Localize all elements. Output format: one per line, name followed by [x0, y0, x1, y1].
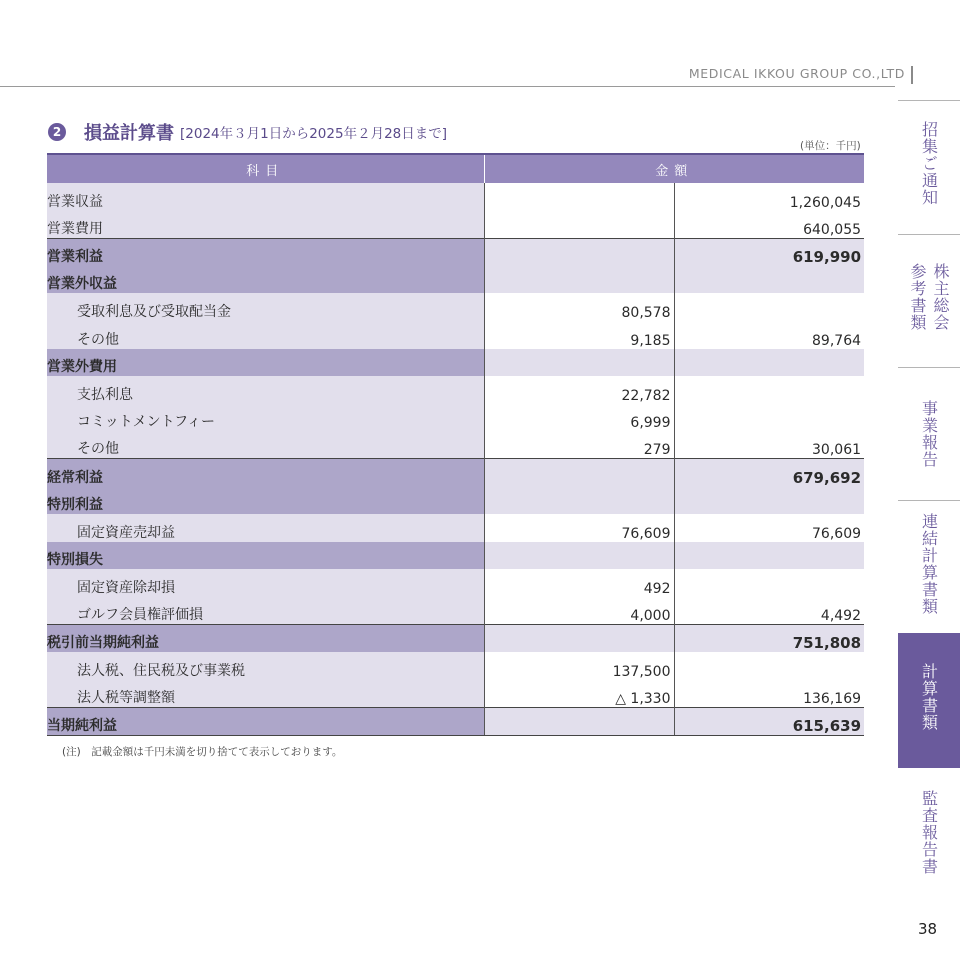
- table-row-group: [47, 542, 864, 570]
- row-label: 固定資産除却損: [47, 569, 484, 597]
- row-label: 受取利息及び受取配当金: [47, 293, 484, 321]
- row-value-detail: [484, 266, 674, 294]
- row-value-total: [674, 404, 864, 432]
- row-value-total: 619,990: [674, 238, 864, 266]
- side-nav: [898, 100, 960, 875]
- side-nav-item-reference[interactable]: [898, 234, 960, 368]
- row-value-detail: 80,578: [484, 293, 674, 321]
- row-label: 営業外費用: [47, 349, 484, 377]
- side-nav-label: 計算書類: [919, 663, 939, 731]
- header-tick: [911, 66, 913, 84]
- side-nav-label: 監査報告書: [919, 790, 939, 875]
- row-value-total: 4,492: [674, 597, 864, 625]
- table-row: [47, 376, 864, 404]
- footnote: (注) 記載金額は千円未満を切り捨てて表示しております。: [62, 746, 343, 758]
- row-value-detail: 76,609: [484, 514, 674, 542]
- table-row: [47, 431, 864, 459]
- header-amount: 金額: [484, 154, 864, 183]
- table-row: [47, 597, 864, 625]
- table-row: [47, 404, 864, 432]
- row-label: ゴルフ会員権評価損: [47, 597, 484, 625]
- row-value-detail: 6,999: [484, 404, 674, 432]
- side-nav-label: 事業報告: [919, 400, 939, 468]
- side-nav-item-audit[interactable]: [898, 768, 960, 880]
- company-name: MEDICAL IKKOU GROUP CO.,LTD: [688, 66, 905, 81]
- row-value-detail: [484, 238, 674, 266]
- row-label: 特別利益: [47, 487, 484, 515]
- table-row-subtotal: [47, 625, 864, 653]
- row-label: 固定資産売却益: [47, 514, 484, 542]
- row-label: 当期純利益: [47, 707, 484, 735]
- row-value-total: 679,692: [674, 459, 864, 487]
- row-label: 営業利益: [47, 238, 484, 266]
- row-value-detail: 279: [484, 431, 674, 459]
- row-value-detail: [484, 459, 674, 487]
- table-row-group: [47, 487, 864, 515]
- row-label: 法人税、住民税及び事業税: [47, 652, 484, 680]
- row-label: 経常利益: [47, 459, 484, 487]
- side-nav-item-financial-statements[interactable]: [898, 633, 960, 768]
- row-label: その他: [47, 321, 484, 349]
- page-number: 38: [918, 920, 938, 938]
- row-value-total: 136,169: [674, 680, 864, 708]
- row-value-detail: △ 1,330: [484, 680, 674, 708]
- row-value-total: 30,061: [674, 431, 864, 459]
- row-value-detail: [484, 707, 674, 735]
- row-value-total: 1,260,045: [674, 183, 864, 211]
- row-value-detail: [484, 183, 674, 211]
- row-value-detail: 4,000: [484, 597, 674, 625]
- section-number-badge: 2: [48, 123, 66, 141]
- row-label: 法人税等調整額: [47, 680, 484, 708]
- row-value-detail: [484, 349, 674, 377]
- page-title: 損益計算書: [84, 123, 174, 144]
- row-value-detail: 492: [484, 569, 674, 597]
- table-row: [47, 680, 864, 708]
- table-row-total: [47, 707, 864, 735]
- side-nav-label: 参考書類: [908, 263, 927, 331]
- row-value-total: 751,808: [674, 625, 864, 653]
- row-value-detail: [484, 625, 674, 653]
- row-value-total: 76,609: [674, 514, 864, 542]
- table-row: [47, 321, 864, 349]
- side-nav-label: 招集ご通知: [919, 121, 939, 206]
- table-row: [47, 211, 864, 239]
- row-label: 税引前当期純利益: [47, 625, 484, 653]
- header-rule: [0, 86, 895, 87]
- row-value-total: [674, 266, 864, 294]
- row-value-detail: [484, 487, 674, 515]
- row-value-detail: 22,782: [484, 376, 674, 404]
- row-label: 営業外収益: [47, 266, 484, 294]
- row-value-total: 89,764: [674, 321, 864, 349]
- table-row: [47, 293, 864, 321]
- row-label: 支払利息: [47, 376, 484, 404]
- row-value-total: [674, 569, 864, 597]
- row-value-detail: 9,185: [484, 321, 674, 349]
- row-value-total: [674, 487, 864, 515]
- row-value-detail: 137,500: [484, 652, 674, 680]
- table-row: [47, 183, 864, 211]
- row-value-detail: [484, 542, 674, 570]
- side-nav-label: 連結計算書類: [919, 513, 939, 615]
- header-account: 科目: [47, 154, 484, 183]
- row-label: その他: [47, 431, 484, 459]
- side-nav-item-notice[interactable]: [898, 100, 960, 235]
- side-nav-item-business-report[interactable]: [898, 367, 960, 501]
- table-row-group: [47, 349, 864, 377]
- row-label: 営業収益: [47, 183, 484, 211]
- table-row: [47, 569, 864, 597]
- period-label: [2024年３月1日から2025年２月28日まで]: [180, 126, 448, 142]
- row-value-total: [674, 349, 864, 377]
- table-row: [47, 652, 864, 680]
- row-value-total: [674, 293, 864, 321]
- side-nav-label-2: 株主総会: [931, 263, 950, 331]
- income-statement-table: [47, 153, 864, 736]
- row-label: 営業費用: [47, 211, 484, 239]
- table-row-subtotal: [47, 459, 864, 487]
- row-value-total: [674, 542, 864, 570]
- table-row-subtotal: [47, 238, 864, 266]
- row-label: 特別損失: [47, 542, 484, 570]
- unit-label: (単位：千円): [800, 140, 861, 152]
- row-value-total: 640,055: [674, 211, 864, 239]
- row-value-total: 615,639: [674, 707, 864, 735]
- table-row: [47, 514, 864, 542]
- table-row-group: [47, 266, 864, 294]
- row-value-total: [674, 376, 864, 404]
- row-value-detail: [484, 211, 674, 239]
- side-nav-item-consolidated[interactable]: [898, 500, 960, 634]
- row-label: コミットメントフィー: [47, 404, 484, 432]
- row-value-total: [674, 652, 864, 680]
- section-title: [48, 119, 447, 145]
